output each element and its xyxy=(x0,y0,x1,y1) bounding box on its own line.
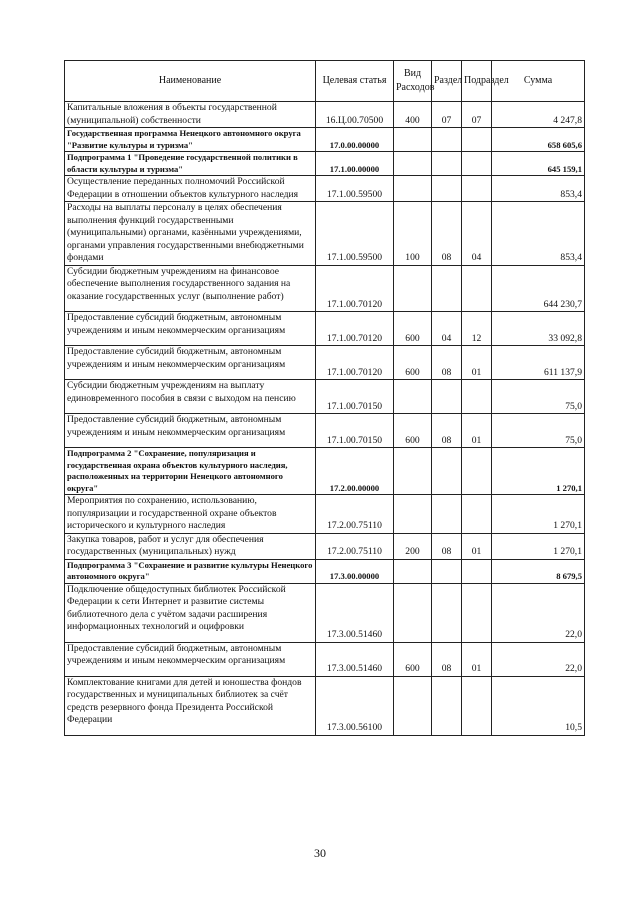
cell-type xyxy=(394,176,432,202)
table-row xyxy=(65,495,585,534)
cell-sum: 75,0 xyxy=(492,414,585,448)
cell-subsection xyxy=(462,176,492,202)
cell-name: Подпрограмма 1 "Проведение государственной политики в области культуры и туризма" xyxy=(65,152,316,176)
table-row xyxy=(65,583,585,642)
cell-type: 400 xyxy=(394,102,432,128)
header-type: Вид Расходов xyxy=(394,61,432,102)
header-name: Наименование xyxy=(65,61,316,102)
cell-subsection: 01 xyxy=(462,533,492,559)
header-sum: Сумма xyxy=(492,61,585,102)
cell-section xyxy=(432,152,462,176)
cell-sum: 853,4 xyxy=(492,202,585,266)
cell-name: Предоставление субсидий бюджетным, автономным учреждениям и иным некоммерческим организациям xyxy=(65,346,316,380)
cell-target: 17.2.00.00000 xyxy=(316,448,394,495)
cell-type: 600 xyxy=(394,346,432,380)
cell-name: Подпрограмма 3 "Сохранение и развитие культуры Ненецкого автономного округа" xyxy=(65,559,316,583)
table-row xyxy=(65,265,585,312)
cell-name: Предоставление субсидий бюджетным, автономным учреждениям и иным некоммерческим организациям xyxy=(65,312,316,346)
cell-sum: 644 230,7 xyxy=(492,265,585,312)
table-row xyxy=(65,642,585,676)
cell-name: Предоставление субсидий бюджетным, автономным учреждениям и иным некоммерческим организациям xyxy=(65,414,316,448)
cell-target: 17.1.00.70120 xyxy=(316,265,394,312)
table-row xyxy=(65,559,585,583)
cell-name: Субсидии бюджетным учреждениям на финансовое обеспечение выполнения государственного задания на оказание государственных услуг (выполнение работ) xyxy=(65,265,316,312)
cell-target: 17.1.00.70120 xyxy=(316,346,394,380)
table-header-row xyxy=(65,61,585,102)
cell-sum: 10,5 xyxy=(492,676,585,735)
cell-name: Комплектование книгами для детей и юношества фондов государственных и муниципальных библиотек за счёт средств резервного фонда Президента Российской Федерации xyxy=(65,676,316,735)
header-section: Раздел xyxy=(432,61,462,102)
cell-type xyxy=(394,265,432,312)
cell-target: 17.1.00.70150 xyxy=(316,380,394,414)
cell-type: 100 xyxy=(394,202,432,266)
cell-sum: 1 270,1 xyxy=(492,533,585,559)
cell-target: 17.1.00.00000 xyxy=(316,152,394,176)
cell-subsection xyxy=(462,265,492,312)
cell-sum: 1 270,1 xyxy=(492,495,585,534)
cell-target: 17.3.00.51460 xyxy=(316,642,394,676)
cell-target: 17.0.00.00000 xyxy=(316,128,394,152)
cell-sum: 22,0 xyxy=(492,642,585,676)
cell-name: Осуществление переданных полномочий Российской Федерации в отношении объектов культурного наследия xyxy=(65,176,316,202)
table-row xyxy=(65,346,585,380)
table-row xyxy=(65,312,585,346)
header-subsection: Подраздел xyxy=(462,61,492,102)
cell-sum: 658 605,6 xyxy=(492,128,585,152)
cell-name: Предоставление субсидий бюджетным, автономным учреждениям и иным некоммерческим организациям xyxy=(65,642,316,676)
cell-section xyxy=(432,495,462,534)
table-row xyxy=(65,176,585,202)
cell-type: 600 xyxy=(394,642,432,676)
cell-subsection xyxy=(462,152,492,176)
cell-subsection xyxy=(462,448,492,495)
cell-section: 08 xyxy=(432,414,462,448)
cell-sum: 4 247,8 xyxy=(492,102,585,128)
cell-section xyxy=(432,128,462,152)
table-row xyxy=(65,102,585,128)
cell-section: 08 xyxy=(432,642,462,676)
cell-target: 17.2.00.75110 xyxy=(316,533,394,559)
cell-type: 600 xyxy=(394,312,432,346)
cell-section xyxy=(432,380,462,414)
cell-subsection: 04 xyxy=(462,202,492,266)
cell-subsection xyxy=(462,128,492,152)
cell-section: 04 xyxy=(432,312,462,346)
cell-name: Расходы на выплаты персоналу в целях обеспечения выполнения функций государственными (муниципальными) органами, казёнными учреждениями, органами управления государственными внебюджетными фондами xyxy=(65,202,316,266)
table-row xyxy=(65,152,585,176)
cell-type xyxy=(394,583,432,642)
cell-sum: 1 270,1 xyxy=(492,448,585,495)
cell-sum: 645 159,1 xyxy=(492,152,585,176)
cell-section xyxy=(432,583,462,642)
cell-subsection: 07 xyxy=(462,102,492,128)
cell-section xyxy=(432,448,462,495)
cell-type xyxy=(394,495,432,534)
table-row xyxy=(65,448,585,495)
cell-sum: 33 092,8 xyxy=(492,312,585,346)
table-row xyxy=(65,414,585,448)
cell-subsection xyxy=(462,583,492,642)
cell-target: 17.2.00.75110 xyxy=(316,495,394,534)
cell-type: 200 xyxy=(394,533,432,559)
cell-subsection: 01 xyxy=(462,414,492,448)
cell-type xyxy=(394,559,432,583)
table-row xyxy=(65,533,585,559)
cell-type xyxy=(394,128,432,152)
cell-subsection xyxy=(462,559,492,583)
cell-sum: 853,4 xyxy=(492,176,585,202)
cell-section xyxy=(432,676,462,735)
table-body xyxy=(65,102,585,736)
table-row xyxy=(65,202,585,266)
cell-type xyxy=(394,380,432,414)
table-row xyxy=(65,128,585,152)
cell-sum: 611 137,9 xyxy=(492,346,585,380)
cell-subsection: 01 xyxy=(462,642,492,676)
cell-name: Подключение общедоступных библиотек Российской Федерации к сети Интернет и развитие системы библиотечного дела с учётом задачи расширения информационных технологий и оцифровки xyxy=(65,583,316,642)
cell-target: 17.3.00.00000 xyxy=(316,559,394,583)
table-row xyxy=(65,676,585,735)
cell-target: 17.1.00.59500 xyxy=(316,176,394,202)
cell-name: Капитальные вложения в объекты государственной (муниципальной) собственности xyxy=(65,102,316,128)
cell-name: Мероприятия по сохранению, использованию, популяризации и государственной охране объектов исторического и культурного наследия xyxy=(65,495,316,534)
cell-section: 08 xyxy=(432,202,462,266)
cell-type xyxy=(394,152,432,176)
cell-sum: 8 679,5 xyxy=(492,559,585,583)
cell-type: 600 xyxy=(394,414,432,448)
cell-target: 17.3.00.56100 xyxy=(316,676,394,735)
cell-section: 08 xyxy=(432,533,462,559)
cell-name: Субсидии бюджетным учреждениям на выплату единовременного пособия в связи с выходом на пенсию xyxy=(65,380,316,414)
cell-target: 17.1.00.70120 xyxy=(316,312,394,346)
cell-sum: 22,0 xyxy=(492,583,585,642)
cell-type xyxy=(394,448,432,495)
cell-name: Государственная программа Ненецкого автономного округа "Развитие культуры и туризма" xyxy=(65,128,316,152)
cell-target: 17.1.00.59500 xyxy=(316,202,394,266)
table-row xyxy=(65,380,585,414)
cell-section xyxy=(432,265,462,312)
cell-subsection: 12 xyxy=(462,312,492,346)
cell-section xyxy=(432,176,462,202)
cell-name: Подпрограмма 2 "Сохранение, популяризация и государственная охрана объектов культурного наследия, расположенных на территории Ненецкого автономного округа" xyxy=(65,448,316,495)
cell-section xyxy=(432,559,462,583)
header-target: Целевая статья xyxy=(316,61,394,102)
cell-name: Закупка товаров, работ и услуг для обеспечения государственных (муниципальных) нужд xyxy=(65,533,316,559)
cell-subsection: 01 xyxy=(462,346,492,380)
budget-table xyxy=(64,60,585,736)
cell-target: 17.1.00.70150 xyxy=(316,414,394,448)
cell-subsection xyxy=(462,495,492,534)
cell-subsection xyxy=(462,676,492,735)
cell-type xyxy=(394,676,432,735)
cell-subsection xyxy=(462,380,492,414)
cell-target: 16.Ц.00.70500 xyxy=(316,102,394,128)
page-number: 30 xyxy=(314,846,326,860)
cell-target: 17.3.00.51460 xyxy=(316,583,394,642)
cell-section: 08 xyxy=(432,346,462,380)
cell-section: 07 xyxy=(432,102,462,128)
cell-sum: 75,0 xyxy=(492,380,585,414)
